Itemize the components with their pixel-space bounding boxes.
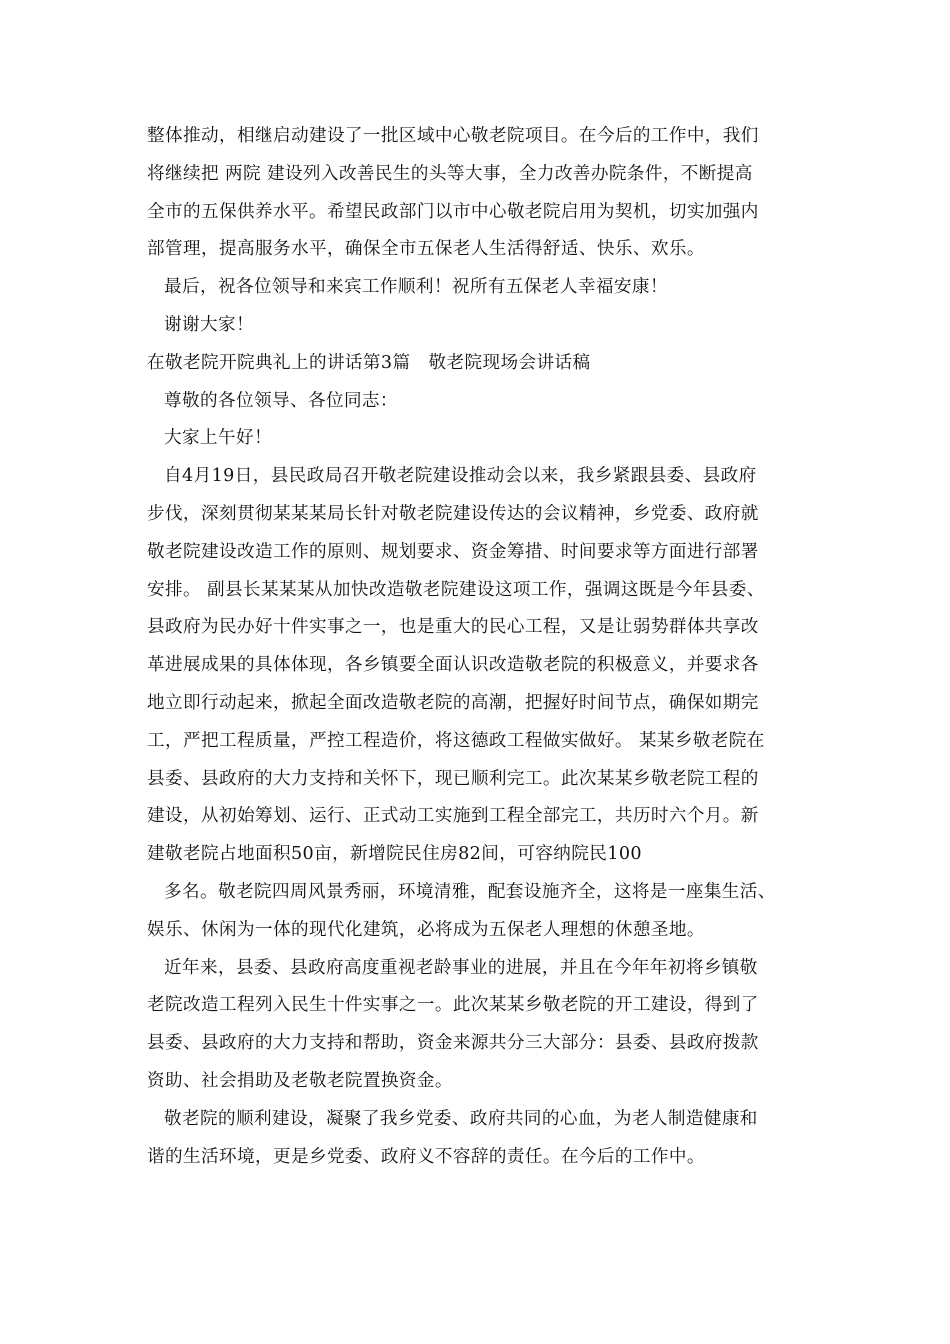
text-line: 县委、县政府的大力支持和关怀下，现已顺利完工。此次某某乡敬老院工程的: [147, 768, 759, 789]
text-line: 建设，从初始筹划、运行、正式动工实施到工程全部完工，共历时六个月。新: [147, 806, 759, 827]
text-line: 县政府为民办好十件实事之一，也是重大的民心工程，又是让弱势群体共享改: [147, 617, 759, 638]
text-line: 部管理，提高服务水平，确保全市五保老人生活得舒适、快乐、欢乐。: [147, 239, 705, 260]
text-line: 敬老院的顺利建设，凝聚了我乡党委、政府共同的心血，为老人制造健康和: [164, 1108, 758, 1129]
text-line: 革进展成果的具体体现，各乡镇要全面认识改造敬老院的积极意义，并要求各: [147, 655, 759, 676]
text-line: 安排。 副县长某某某从加快改造敬老院建设这项工作，强调这既是今年县委、: [147, 579, 765, 600]
text-line: 县委、县政府的大力支持和帮助，资金来源共分三大部分：县委、县政府拨款: [147, 1033, 759, 1054]
text-line: 整体推动，相继启动建设了一批区域中心敬老院项目。在今后的工作中，我们: [147, 126, 759, 146]
text-line: 近年来，县委、县政府高度重视老龄事业的进展，并且在今年年初将乡镇敬: [164, 957, 758, 978]
text-line: 工，严把工程质量，严控工程造价，将这德政工程做实做好。 某某乡敬老院在: [147, 730, 765, 751]
text-line: 全市的五保供养水平。希望民政部门以市中心敬老院启用为契机，切实加强内: [147, 201, 759, 222]
text-line: 自4月19日，县民政局召开敬老院建设推动会以来，我乡紧跟县委、县政府: [164, 466, 757, 487]
greeting-line: 大家上午好！: [164, 428, 272, 449]
text-line: 多名。敬老院四周风景秀丽，环境清雅，配套设施齐全，这将是一座集生活、: [164, 881, 776, 902]
text-line: 谐的生活环境，更是乡党委、政府义不容辞的责任。在今后的工作中。: [147, 1146, 705, 1167]
text-line: 步伐，深刻贯彻某某某局长针对敬老院建设传达的会议精神，乡党委、政府就: [147, 503, 759, 524]
salutation-line: 尊敬的各位领导、各位同志：: [164, 390, 398, 411]
text-line: 建敬老院占地面积50亩，新增院民住房82间，可容纳院民100: [147, 844, 643, 865]
document-body: [147, 118, 807, 1176]
text-line: 敬老院建设改造工作的原则、规划要求、资金筹措、时间要求等方面进行部署: [147, 541, 759, 562]
text-line: 娱乐、休闲为一体的现代化建筑，必将成为五保老人理想的休憩圣地。: [147, 919, 705, 940]
section-heading: 在敬老院开院典礼上的讲话第3篇 敬老院现场会讲话稿: [147, 352, 591, 373]
text-line: 老院改造工程列入民生十件实事之一。此次某某乡敬老院的开工建设，得到了: [147, 995, 759, 1016]
thanks-line: 谢谢大家！: [164, 314, 254, 335]
text-line: 地立即行动起来，掀起全面改造敬老院的高潮，把握好时间节点，确保如期完: [147, 692, 759, 713]
text-line: 资助、社会捐助及老敬老院置换资金。: [147, 1070, 453, 1091]
text-line: 将继续把 两院 建设列入改善民生的头等大事，全力改善办院条件，不断提高: [147, 163, 753, 184]
closing-wishes-line: 最后，祝各位领导和来宾工作顺利！祝所有五保老人幸福安康！: [164, 277, 668, 298]
